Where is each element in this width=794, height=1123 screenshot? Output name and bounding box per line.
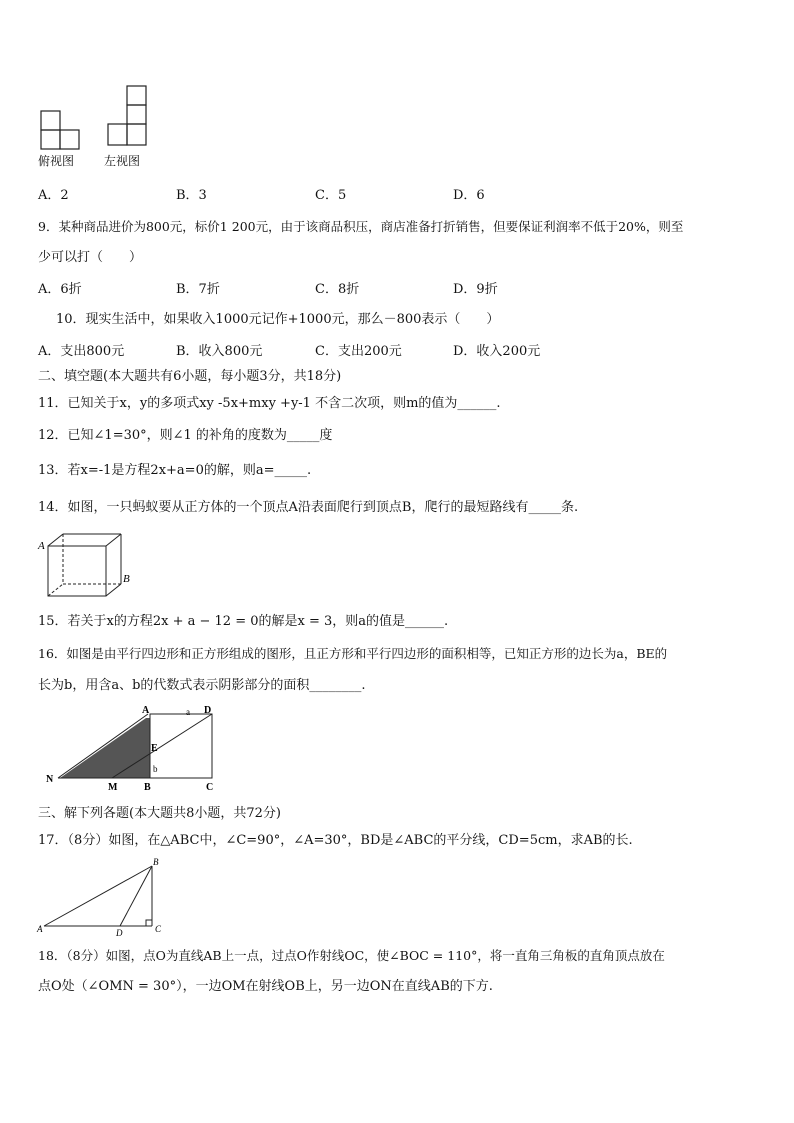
q17-label-d: D [116, 928, 123, 938]
q14-label-b: B [123, 573, 130, 585]
q9-option-d: D．9折 [453, 282, 498, 297]
q17-triangle-figure [36, 856, 166, 938]
left-view-caption: 左视图 [104, 154, 141, 168]
q12-text: 12．已知∠1=30°，则∠1 的补角的度数为_____度 [38, 428, 333, 443]
q16-label-c: C [206, 782, 214, 793]
q14-label-a: A [38, 540, 45, 552]
q9-option-b: B．7折 [176, 282, 220, 297]
q16-label-side-a: a [186, 707, 190, 717]
q16-label-m: M [108, 782, 118, 793]
q16-label-side-b: b [153, 764, 158, 774]
q16-label-d: D [204, 705, 212, 716]
q9-stem-line2: 少可以打（ ） [38, 250, 143, 265]
section2-heading: 二、填空题(本大题共有6小题，每小题3分，共18分) [38, 369, 342, 384]
top-view-caption: 俯视图 [38, 154, 75, 168]
q10-option-c: C．支出200元 [315, 344, 402, 359]
q8-option-a: A．2 [38, 188, 69, 203]
q17-label-a: A [37, 924, 43, 934]
q17-label-c: C [155, 924, 162, 934]
q18-stem-line1: 18．（8分）如图，点O为直线AB上一点，过点O作射线OC，使∠BOC = 110°，将一直角三角板的直角顶点放在 [38, 948, 665, 963]
q16-figure [44, 704, 224, 794]
q14-text: 14．如图，一只蚂蚁要从正方体的一个顶点A沿表面爬行到顶点B，爬行的最短路线有_____条. [38, 500, 579, 515]
q16-label-a: A [142, 705, 150, 716]
q9-option-a: A．6折 [38, 282, 82, 297]
q17-label-b: B [153, 857, 159, 867]
top-view-figure [38, 108, 84, 152]
q16-label-n: N [46, 774, 54, 785]
q9-stem-line1: 9．某种商品进价为800元，标价1 200元，由于该商品积压，商店准备打折销售，但要保证利润率不低于20%，则至 [38, 219, 684, 234]
q10-option-a: A．支出800元 [38, 344, 125, 359]
q11-text: 11．已知关于x，y的多项式xy -5x+mxy +y-1 不含二次项，则m的值为______. [38, 396, 501, 411]
q8-option-c: C．5 [315, 188, 347, 203]
q16-stem-line1: 16．如图是由平行四边形和正方形组成的图形，且正方形和平行四边形的面积相等，已知正方形的边长为a，BE的 [38, 646, 668, 661]
q16-stem-line2: 长为b，用含a、b的代数式表示阴影部分的面积________. [38, 678, 366, 693]
q9-option-c: C．8折 [315, 282, 360, 297]
q10-stem: 10．现实生活中，如果收入1000元记作+1000元，那么－800表示（ ） [56, 312, 500, 327]
q13-text: 13．若x=-1是方程2x+a=0的解，则a=_____. [38, 463, 312, 478]
q8-option-b: B．3 [176, 188, 207, 203]
section3-heading: 三、解下列各题(本大题共8小题，共72分) [38, 806, 281, 821]
q10-option-d: D．收入200元 [453, 344, 541, 359]
q17-text: 17．（8分）如图，在△ABC中，∠C=90°，∠A=30°，BD是∠ABC的平分线，CD=5cm，求AB的长. [38, 833, 633, 848]
q14-cube-figure [36, 532, 136, 600]
q16-label-e: E [151, 743, 158, 754]
q18-stem-line2: 点O处（∠OMN = 30°），一边OM在射线OB上，另一边ON在直线AB的下方. [38, 979, 493, 994]
q10-option-b: B．收入800元 [176, 344, 263, 359]
left-view-figure [106, 84, 152, 150]
q8-option-d: D．6 [453, 188, 485, 203]
q15-text: 15．若关于x的方程2x + a − 12 = 0的解是x = 3，则a的值是______. [38, 614, 449, 629]
q16-label-b: B [144, 782, 151, 793]
